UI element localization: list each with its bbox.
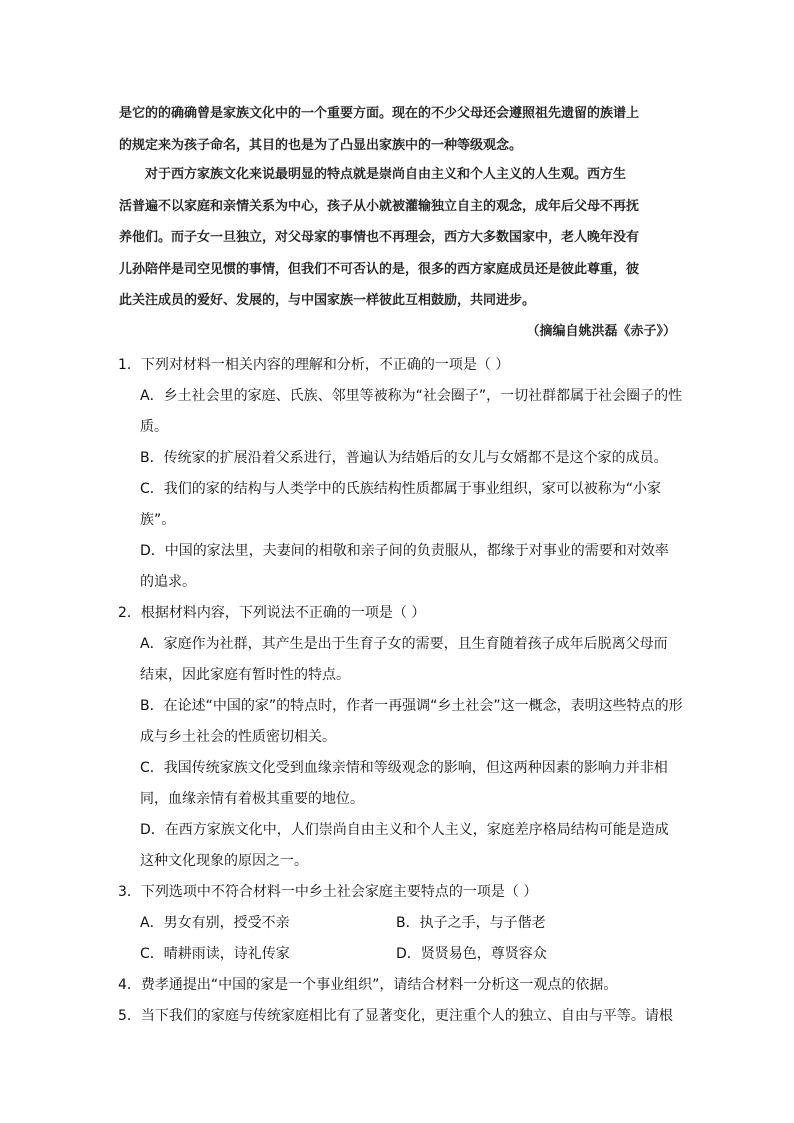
passage-line: 的规定来为孩子命名，其目的也是为了凸显出家族中的一种等级观念。 <box>119 137 523 153</box>
questions <box>118 350 684 1032</box>
option-d[interactable]: D．在西方家族文化中，人们崇尚自由主义和个人主义，家庭差序格局结构可能是造成 这种文化现象的原因之一。 <box>140 822 669 869</box>
question-stem: 5．当下我们的家庭与传统家庭相比有了显著变化，更注重个人的独立、自由与平等。请根 <box>118 1008 673 1024</box>
question-2 <box>118 598 684 877</box>
question-stem: 3．下列选项中不符合材料一中乡土社会家庭主要特点的一项是（ ） <box>118 884 538 900</box>
option-row <box>118 908 684 939</box>
passage-line: 活普遍不以家庭和亲情关系为中心，孩子从小就被灌输独立自主的观念，成年后父母不再抚 <box>119 198 640 214</box>
option-row <box>118 939 684 970</box>
option-c[interactable]: C．我们的家的结构与人类学中的氏族结构性质都属于事业组织，家可以被称为“小家 族”。 <box>140 481 662 528</box>
option-c[interactable]: C．我国传统家族文化受到血缘亲情和等级观念的影响，但这两种因素的影响力并非相 同，血缘亲情有着极其重要的地位。 <box>140 760 668 807</box>
question-1 <box>118 350 684 598</box>
passage-line: 是它的的确确曾是家族文化中的一个重要方面。现在的不少父母还会遵照祖先遗留的族谱上 <box>119 106 640 121</box>
option-c[interactable]: C．晴耕雨读，诗礼传家 <box>140 946 290 962</box>
option-a[interactable]: A．乡土社会里的家庭、氏族、邻里等被称为“社会圈子”，一切社群都属于社会圈子的性 质。 <box>140 388 683 435</box>
option-d[interactable]: D．贤贤易色，尊贤容众 <box>396 946 547 962</box>
question-stem: 4．费孝通提出“中国的家是一个事业组织”，请结合材料一分析这一观点的依据。 <box>118 977 618 993</box>
passage-source: （摘编自姚洪磊《赤子》） <box>526 324 676 339</box>
option-a[interactable]: A．男女有别，授受不亲 <box>140 915 290 931</box>
passage-line: 对于西方家族文化来说最明显的特点就是崇尚自由主义和个人主义的人生观。西方生 <box>145 167 627 182</box>
question-5 <box>118 1001 684 1032</box>
option-b[interactable]: B．在论述“中国的家”的特点时，作者一再强调“乡土社会”这一概念，表明这些特点的形 成与乡土社会的性质密切相关。 <box>140 698 683 745</box>
passage-paragraph-2 <box>119 159 679 317</box>
passage-paragraph-1 <box>119 98 679 161</box>
passage-line: 儿孙陪伴是司空见惯的事情，但我们不可否认的是，很多的西方家庭成员还是彼此尊重，彼 <box>119 261 640 277</box>
question-3 <box>118 877 684 970</box>
option-b[interactable]: B．执子之手，与子偕老 <box>396 915 546 931</box>
question-stem: 1．下列对材料一相关内容的理解和分析，不正确的一项是（ ） <box>118 357 510 373</box>
option-b[interactable]: B．传统家的扩展沿着父系进行，普遍认为结婚后的女儿与女婿都不是这个家的成员。 <box>140 450 668 466</box>
option-d[interactable]: D．中国的家法里，夫妻间的相敬和亲子间的负责服从，都缘于对事业的需要和对效率 的追求。 <box>140 543 669 590</box>
passage-line: 此关注成员的爱好、发展的，与中国家族一样彼此互相鼓励，共同进步。 <box>119 293 536 308</box>
option-a[interactable]: A．家庭作为社群，其产生是出于生育子女的需要，且生育随着孩子成年后脱离父母而 结束，因此家庭有暂时性的特点。 <box>140 636 668 683</box>
passage-line: 养他们。而子女一旦独立，对父母家的事情也不再理会，西方大多数国家中，老人晚年没有 <box>119 230 640 245</box>
question-4 <box>118 970 684 1001</box>
question-stem: 2．根据材料内容，下列说法不正确的一项是（ ） <box>118 605 426 621</box>
